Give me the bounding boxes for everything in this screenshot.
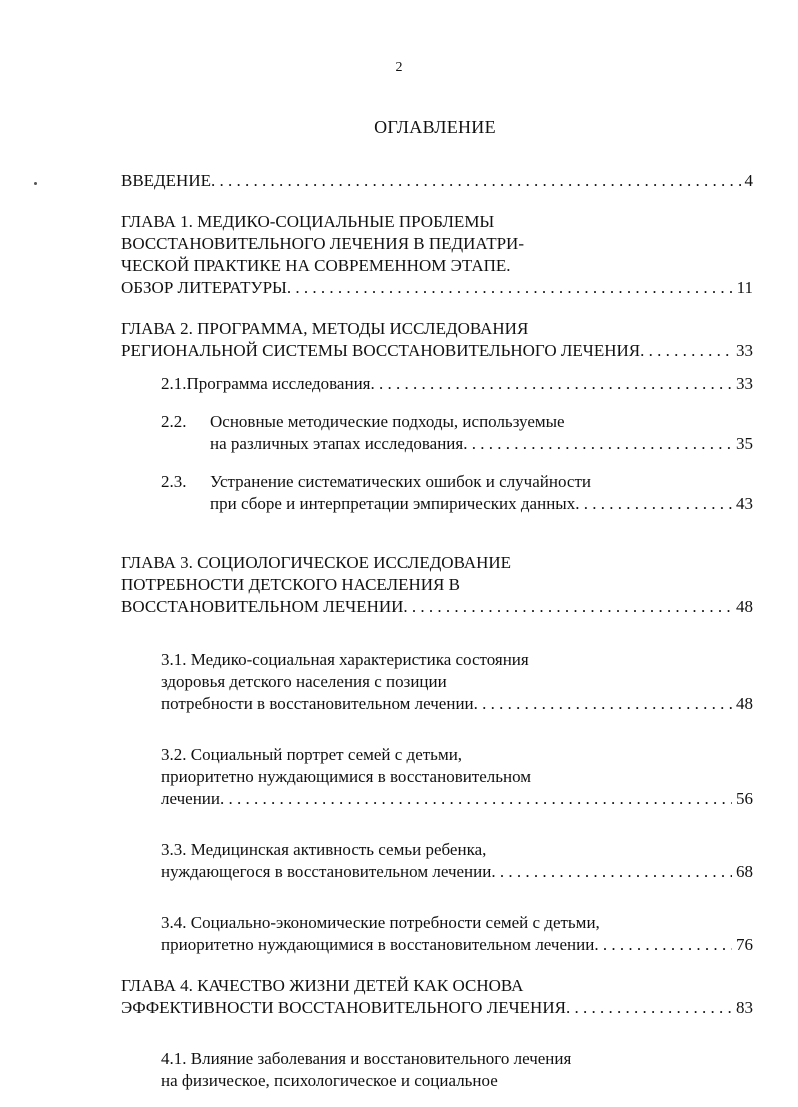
toc-entry-text: ГЛАВА 4. КАЧЕСТВО ЖИЗНИ ДЕТЕЙ КАК ОСНОВА bbox=[121, 976, 524, 995]
leader-dots bbox=[640, 340, 732, 362]
toc-entry-text: ГЛАВА 1. МЕДИКО-СОЦИАЛЬНЫЕ ПРОБЛЕМЫ bbox=[121, 212, 495, 231]
toc-page-number: 11 bbox=[736, 278, 753, 297]
leader-dots bbox=[474, 693, 732, 715]
toc-entry-text: на различных этапах исследования bbox=[210, 434, 464, 453]
leader-dots bbox=[566, 997, 732, 1019]
scan-speck bbox=[34, 182, 37, 185]
toc-entry-text: 3.4. Социально-экономические потребности семей с детьми, bbox=[161, 913, 600, 932]
page-title: ОГЛАВЛЕНИЕ bbox=[374, 117, 496, 137]
toc-entry-section-3-2[interactable] bbox=[161, 744, 753, 810]
toc-entry-section-3-3[interactable] bbox=[161, 839, 753, 883]
leader-dots bbox=[575, 493, 732, 515]
toc-entry-text: ВОССТАНОВИТЕЛЬНОГО ЛЕЧЕНИЯ В ПЕДИАТРИ- bbox=[121, 234, 524, 253]
leader-dots bbox=[211, 170, 741, 192]
toc-entry-text: 4.1. Влияние заболевания и восстановительного лечения bbox=[161, 1049, 572, 1068]
toc-entry-section-3-4[interactable] bbox=[161, 912, 753, 956]
toc-entry-text: 3.2. Социальный портрет семей с детьми, bbox=[161, 745, 463, 764]
toc-page-number: 56 bbox=[736, 789, 753, 808]
toc-page-number: 33 bbox=[736, 341, 753, 360]
toc-entry-text: ГЛАВА 2. ПРОГРАММА, МЕТОДЫ ИССЛЕДОВАНИЯ bbox=[121, 319, 529, 338]
toc-entry-section-2-2[interactable] bbox=[161, 411, 753, 455]
toc-entry-text: при сборе и интерпретации эмпирических данных bbox=[210, 494, 576, 513]
toc-page-number: 43 bbox=[736, 494, 753, 513]
toc-entry-chapter-3[interactable] bbox=[121, 552, 753, 618]
toc-entry-text: ВОССТАНОВИТЕЛЬНОМ ЛЕЧЕНИИ bbox=[121, 597, 404, 616]
toc-entry-text: ВВЕДЕНИЕ bbox=[121, 171, 211, 190]
section-number: 2.3. bbox=[161, 472, 187, 491]
toc-entry-section-4-1[interactable] bbox=[161, 1048, 753, 1092]
toc-page-number: 48 bbox=[736, 597, 753, 616]
toc-entry-text: ПОТРЕБНОСТИ ДЕТСКОГО НАСЕЛЕНИЯ В bbox=[121, 575, 460, 594]
page-number: 2 bbox=[395, 60, 403, 75]
toc-page-number: 35 bbox=[736, 434, 753, 453]
leader-dots bbox=[491, 861, 732, 883]
leader-dots bbox=[371, 373, 733, 395]
toc-entry-text: приоритетно нуждающимися в восстановительном лечении bbox=[161, 935, 595, 954]
toc-entry-text: РЕГИОНАЛЬНОЙ СИСТЕМЫ ВОССТАНОВИТЕЛЬНОГО ЛЕЧЕНИЯ bbox=[121, 341, 641, 360]
toc-entry-text: Основные методические подходы, используемые bbox=[210, 412, 565, 431]
toc-entry-text: 3.3. Медицинская активность семьи ребенка, bbox=[161, 840, 487, 859]
toc-entry-text: ГЛАВА 3. СОЦИОЛОГИЧЕСКОЕ ИССЛЕДОВАНИЕ bbox=[121, 553, 512, 572]
leader-dots bbox=[220, 788, 732, 810]
toc-entry-chapter-4[interactable] bbox=[121, 975, 753, 1019]
toc-entry-chapter-1[interactable] bbox=[121, 211, 753, 299]
leader-dots bbox=[287, 277, 733, 299]
toc-entry-text: ЧЕСКОЙ ПРАКТИКЕ НА СОВРЕМЕННОМ ЭТАПЕ. bbox=[121, 256, 511, 275]
toc-entry-text: нуждающегося в восстановительном лечении bbox=[161, 862, 492, 881]
toc-page-number: 76 bbox=[736, 935, 753, 954]
section-number: 2.1. bbox=[161, 374, 187, 393]
toc-entry-section-3-1[interactable] bbox=[161, 649, 753, 715]
toc-entry-section-2-1[interactable] bbox=[161, 373, 753, 395]
toc-page-number: 4 bbox=[744, 171, 753, 190]
leader-dots bbox=[594, 934, 732, 956]
toc-entry-text: потребности в восстановительном лечении bbox=[161, 694, 474, 713]
toc-page-number: 83 bbox=[736, 998, 753, 1017]
toc-entry-text: лечении bbox=[161, 789, 220, 808]
toc-entry-text: Программа исследования bbox=[186, 374, 371, 393]
toc-page-number: 68 bbox=[736, 862, 753, 881]
leader-dots bbox=[403, 596, 732, 618]
leader-dots bbox=[463, 433, 732, 455]
toc-entry-text: Устранение систематических ошибок и случайности bbox=[210, 472, 591, 491]
toc-entry-text: здоровья детского населения с позиции bbox=[161, 672, 447, 691]
toc-entry-text: ЭФФЕКТИВНОСТИ ВОССТАНОВИТЕЛЬНОГО ЛЕЧЕНИЯ bbox=[121, 998, 566, 1017]
toc-page-number: 33 bbox=[736, 374, 753, 393]
toc-entry-text: ОБЗОР ЛИТЕРАТУРЫ bbox=[121, 278, 287, 297]
toc-entry-text: на физическое, психологическое и социальное bbox=[161, 1071, 498, 1090]
toc-entry-introduction[interactable] bbox=[121, 170, 753, 192]
section-number: 2.2. bbox=[161, 412, 187, 431]
toc-entry-text: приоритетно нуждающимися в восстановительном bbox=[161, 767, 532, 786]
table-of-contents bbox=[121, 170, 753, 1092]
toc-entry-text: 3.1. Медико-социальная характеристика состояния bbox=[161, 650, 529, 669]
toc-page-number: 48 bbox=[736, 694, 753, 713]
toc-entry-chapter-2[interactable] bbox=[121, 318, 753, 362]
toc-entry-section-2-3[interactable] bbox=[161, 471, 753, 515]
